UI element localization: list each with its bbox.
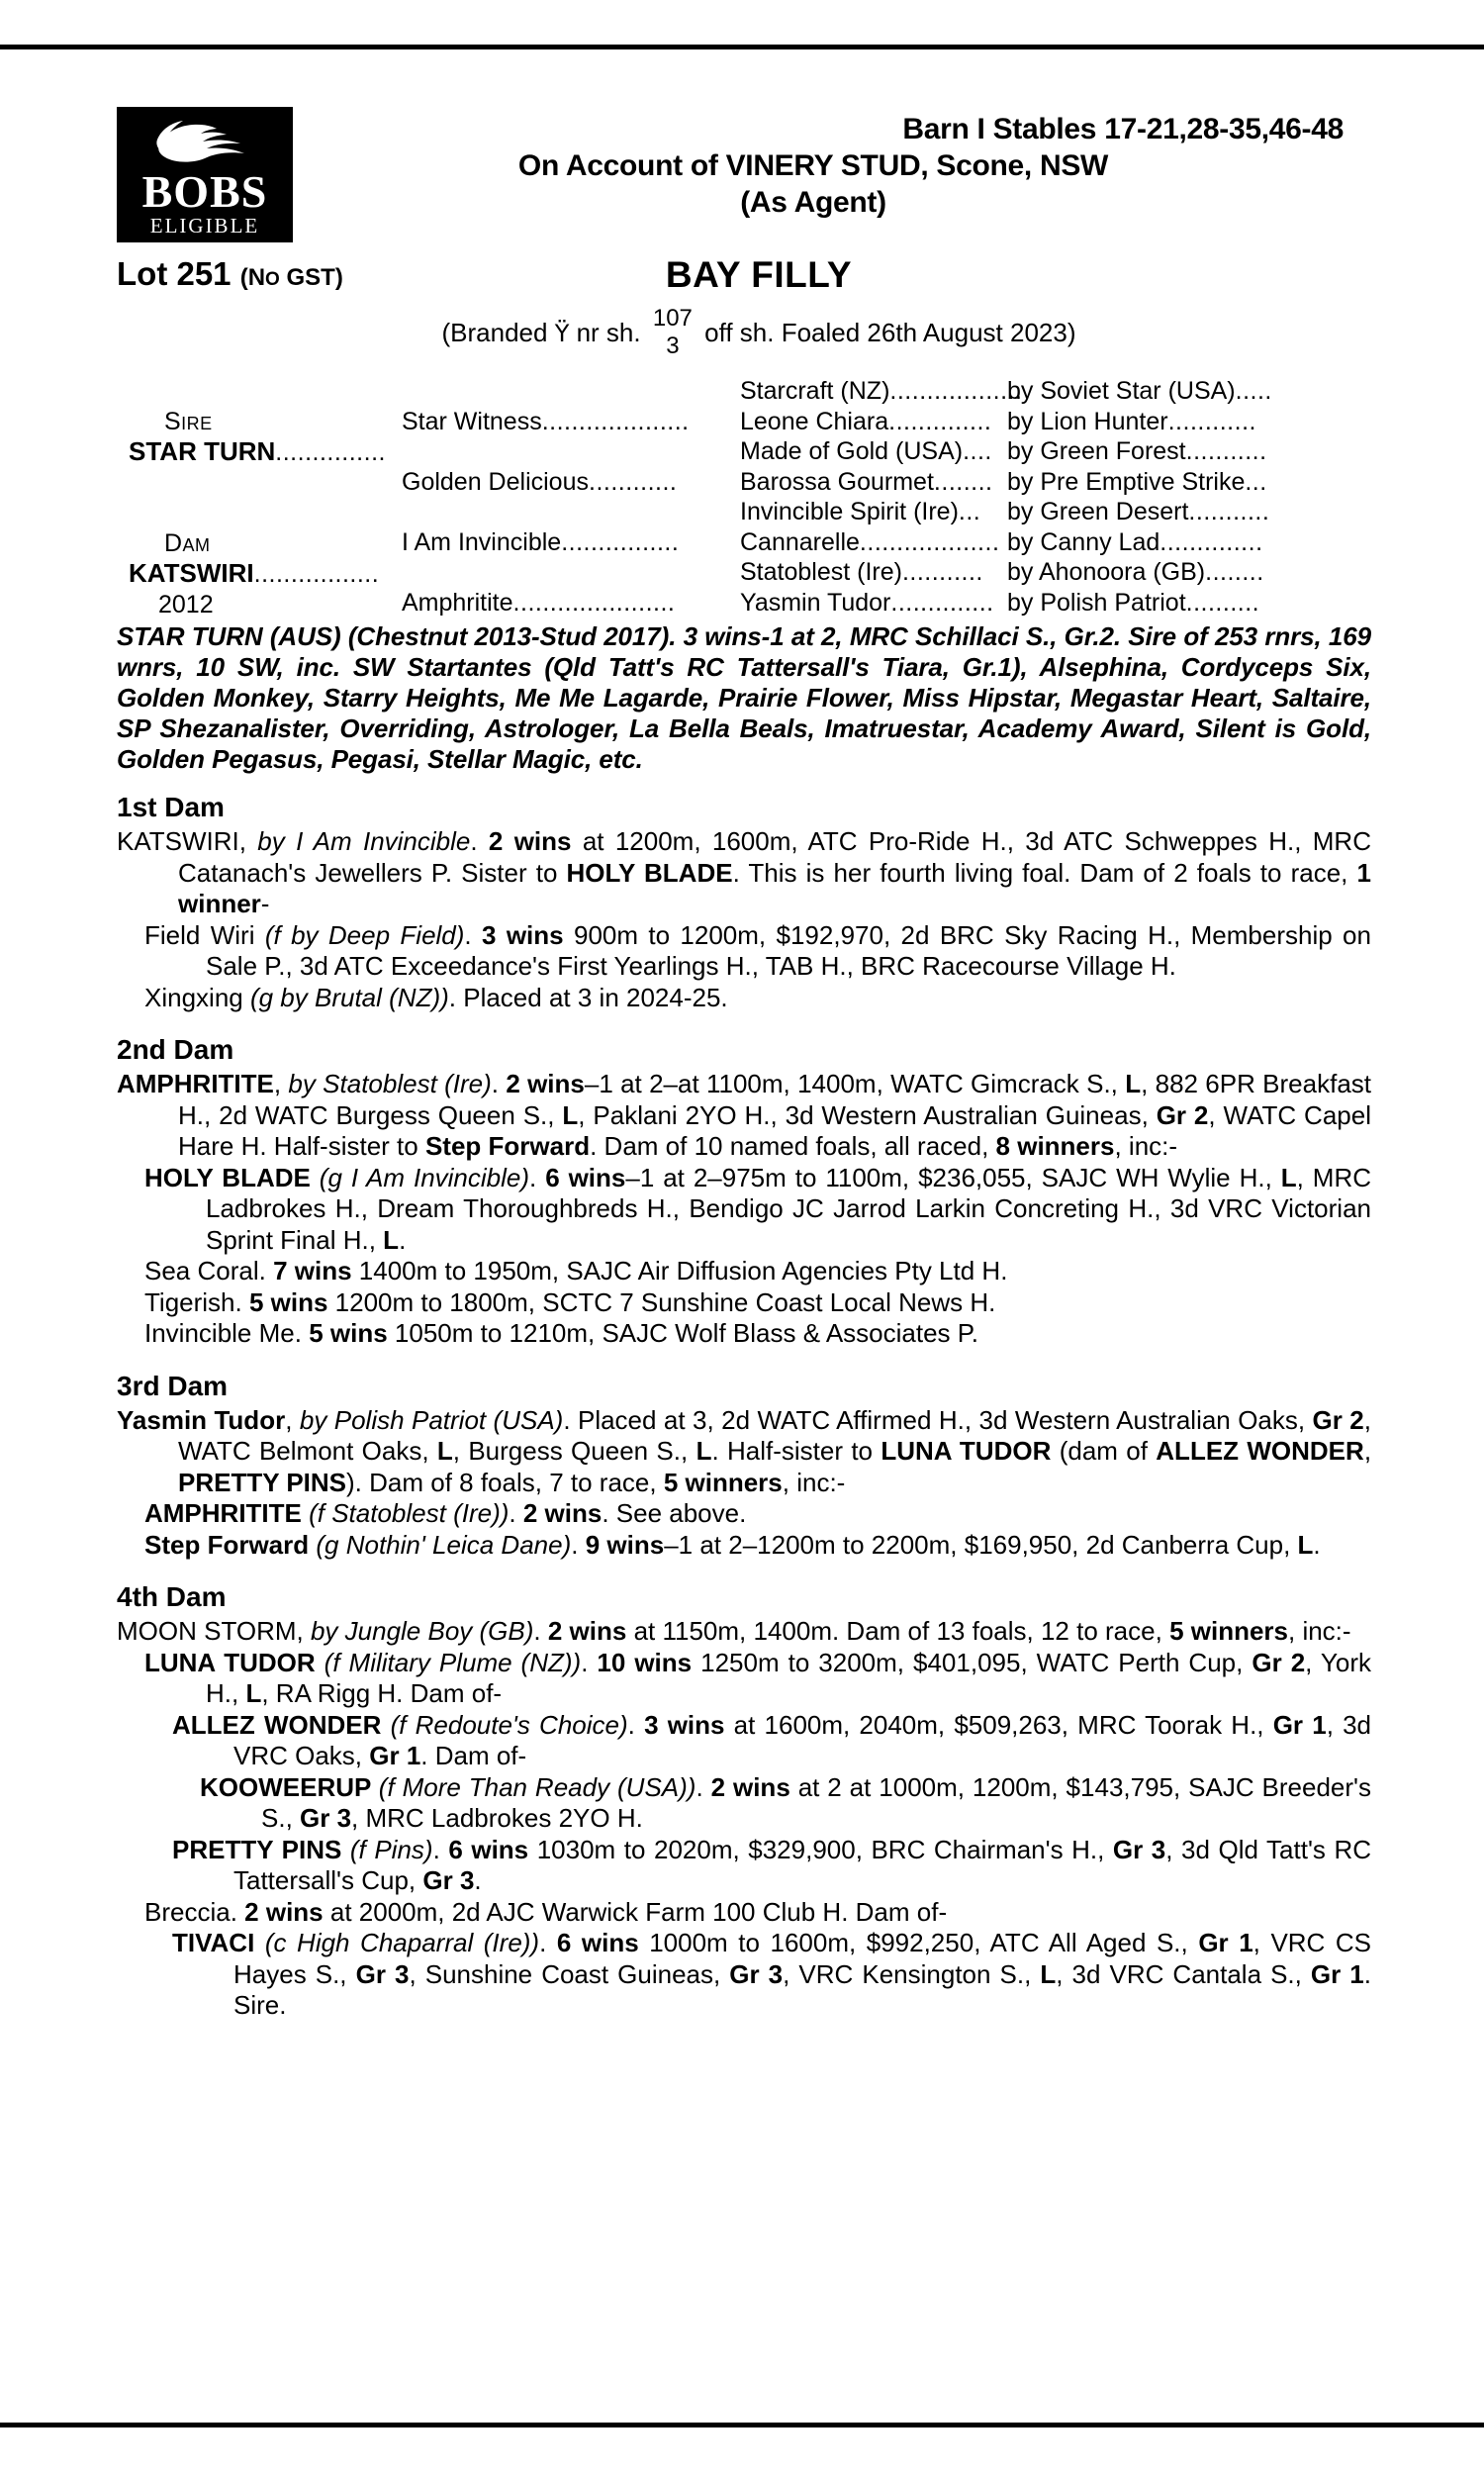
dam-heading: 2nd Dam bbox=[117, 1034, 234, 1065]
entry-text: . bbox=[529, 1162, 546, 1192]
entry-text: Invincible Me. bbox=[144, 1318, 310, 1348]
entry-text: , 3d VRC Cantala S., bbox=[1056, 1958, 1311, 1989]
sire-line-name: by Ahonoora (GB) bbox=[1007, 558, 1206, 586]
entry-text: –1 at 2–at 1100m, 1400m, WATC Gimcrack S., bbox=[584, 1069, 1126, 1098]
bottom-divider-rule bbox=[0, 2423, 1484, 2427]
entry-text: , Burgess Queen S., bbox=[452, 1436, 696, 1466]
dam-title-label: Dam bbox=[164, 528, 211, 557]
sire-line-row bbox=[1007, 557, 1373, 588]
brand-near-side: nr sh. bbox=[576, 317, 641, 347]
entry-text: , WATC Belmont Oaks, bbox=[178, 1404, 1371, 1466]
grandparent-name: Amphritite bbox=[402, 588, 513, 617]
top-divider-rule bbox=[0, 45, 1484, 49]
entry-text: , 3d Qld Tatt's RC Tattersall's Cup, bbox=[233, 1834, 1372, 1895]
pedigree-entry bbox=[117, 1648, 1371, 1710]
pedigree-table bbox=[117, 376, 1371, 618]
dam-name: KATSWIRI bbox=[129, 558, 254, 588]
entry-parentage: (f by Deep Field) bbox=[264, 919, 465, 950]
great-grandparent-dots: ........... bbox=[901, 558, 983, 586]
sire-line-dots: ............ bbox=[1167, 407, 1256, 435]
entry-text: . This is her fourth living foal. Dam of 2 foals to race, bbox=[732, 857, 1357, 888]
pedigree-entry bbox=[117, 1710, 1371, 1772]
pedigree-entry bbox=[117, 1928, 1371, 2022]
entry-text: . bbox=[470, 826, 489, 856]
entry-text: . bbox=[1313, 1529, 1321, 1560]
entry-parentage: (f Military Plume (NZ)) bbox=[324, 1647, 582, 1677]
great-grandparent-name: Starcraft (NZ) bbox=[740, 377, 890, 405]
great-grandparent-row bbox=[740, 497, 1017, 527]
entry-text: , RA Rigg H. Dam of- bbox=[261, 1678, 503, 1708]
entry-emphasis: L bbox=[383, 1224, 400, 1255]
entry-emphasis: L bbox=[1280, 1162, 1297, 1192]
pedigree-entry bbox=[117, 1069, 1371, 1163]
entry-text: 900m to 1200m, $192,970, 2d BRC Sky Racing H., Membership on Sale P., 3d ATC Exceedance's First Yearlings H., TAB H., BRC Racecourse Village H. bbox=[206, 919, 1371, 981]
entry-text: , VRC Kensington S., bbox=[783, 1958, 1041, 1989]
entry-text: , inc:- bbox=[1114, 1131, 1178, 1161]
as-agent-line: (As Agent) bbox=[740, 186, 886, 219]
grandparent-row bbox=[402, 467, 728, 498]
entry-emphasis: Yasmin Tudor bbox=[117, 1404, 286, 1435]
entry-emphasis: 3 wins bbox=[644, 1709, 725, 1740]
grandparent-dots: ................ bbox=[561, 527, 680, 556]
entry-text: . bbox=[509, 1498, 523, 1528]
entry-emphasis: Gr 1 bbox=[1272, 1709, 1327, 1740]
pedigree-entry bbox=[117, 1287, 1371, 1319]
entry-emphasis: Gr 2 bbox=[1252, 1647, 1306, 1677]
bobs-logo-subtitle: ELIGIBLE bbox=[149, 214, 260, 238]
sire-line-row bbox=[1007, 436, 1373, 467]
entry-emphasis: LUNA TUDOR bbox=[144, 1647, 325, 1677]
entry-emphasis: Step Forward bbox=[144, 1529, 317, 1560]
entry-text: , inc:- bbox=[782, 1467, 846, 1497]
sire-line-dots: ........... bbox=[1185, 437, 1267, 465]
grandparent-dots: .................... bbox=[541, 407, 690, 435]
great-grandparent-dots: ................... bbox=[859, 527, 1000, 556]
entry-text: . Half-sister to bbox=[711, 1436, 881, 1466]
header-text-lines bbox=[305, 89, 1371, 221]
sire-name-row bbox=[129, 436, 406, 468]
great-grandparent-name: Statoblest (Ire) bbox=[740, 558, 902, 586]
entry-text: . bbox=[474, 1865, 482, 1895]
sire-line-name: by Lion Hunter bbox=[1007, 407, 1168, 435]
entry-emphasis: L bbox=[562, 1099, 579, 1130]
entry-text: , inc:- bbox=[1288, 1616, 1351, 1646]
entry-emphasis: Gr 2 bbox=[1156, 1099, 1209, 1130]
brand-off-side-and-foaled: off sh. Foaled 26th August 2023) bbox=[704, 317, 1076, 347]
entry-text: . bbox=[539, 1928, 557, 1957]
pedigree-entry bbox=[117, 1616, 1371, 1648]
pedigree-entry bbox=[117, 1256, 1371, 1287]
dam-year: 2012 bbox=[158, 590, 214, 618]
entry-emphasis: Gr 2 bbox=[1312, 1404, 1364, 1435]
entry-emphasis: 2 wins bbox=[506, 1069, 585, 1098]
entry-emphasis: 2 wins bbox=[244, 1896, 324, 1927]
pedigree-entry bbox=[117, 1163, 1371, 1257]
entry-emphasis: TIVACI bbox=[172, 1928, 265, 1957]
entry-text: KATSWIRI, bbox=[117, 826, 258, 856]
entry-emphasis: Gr 3 bbox=[355, 1958, 410, 1989]
entry-text: 1200m to 1800m, SCTC 7 Sunshine Coast Local News H. bbox=[327, 1286, 996, 1317]
entry-emphasis: 3 wins bbox=[482, 919, 564, 950]
grandparent-row bbox=[402, 527, 728, 558]
entry-text: . Dam of- bbox=[420, 1741, 527, 1770]
entry-parentage: (g I Am Invincible) bbox=[319, 1162, 530, 1192]
grandparent-dots: ............ bbox=[589, 467, 678, 496]
entry-emphasis: Gr 1 bbox=[1310, 1958, 1364, 1989]
sire-line-name: by Pre Emptive Strike bbox=[1007, 467, 1246, 496]
barn-stables-line: Barn I Stables 17-21,28-35,46-48 bbox=[902, 113, 1344, 145]
page-content bbox=[117, 89, 1371, 2022]
entry-emphasis: L bbox=[1125, 1069, 1142, 1098]
entry-text: , MRC Ladbrokes H., Dream Thoroughbreds H., Bendigo JC Jarrod Larkin Concreting H., 3d VRC Victorian Sprint Final H., bbox=[206, 1162, 1371, 1255]
brand-mark-icon: Ϋ bbox=[554, 319, 570, 347]
sire-line-dots: ........... bbox=[1188, 498, 1270, 525]
entry-emphasis: 5 wins bbox=[248, 1286, 328, 1317]
entry-text: , Sunshine Coast Guineas, bbox=[409, 1958, 730, 1989]
sire-line-name: by Polish Patriot bbox=[1007, 588, 1186, 617]
entry-emphasis: L bbox=[436, 1436, 453, 1466]
entry-text: , 3d VRC Oaks, bbox=[233, 1709, 1372, 1770]
entry-emphasis: 1 winner bbox=[178, 857, 1371, 918]
great-grandparent-dots: .............. bbox=[888, 407, 992, 435]
sire-line-row bbox=[1007, 497, 1373, 527]
entry-text: at 1150m, 1400m. Dam of 13 foals, 12 to race, bbox=[626, 1616, 1170, 1646]
sire-line-row bbox=[1007, 376, 1373, 407]
entry-text: 1030m to 2020m, $329,900, BRC Chairman's H., bbox=[528, 1834, 1113, 1864]
entry-parentage: by Jungle Boy (GB) bbox=[310, 1616, 534, 1646]
entry-parentage: (g Nothin' Leica Dane) bbox=[316, 1529, 572, 1560]
sire-title-label: Sire bbox=[164, 407, 213, 435]
dam-dots: ................. bbox=[253, 560, 380, 588]
entry-emphasis: Gr 3 bbox=[1112, 1834, 1166, 1864]
entry-text: . bbox=[432, 1834, 449, 1864]
entry-text: 1050m to 1210m, SAJC Wolf Blass & Associates P. bbox=[387, 1318, 978, 1348]
entry-text: , bbox=[1363, 1436, 1372, 1466]
great-grandparent-row bbox=[740, 557, 1017, 588]
sire-line-dots: .............. bbox=[1159, 527, 1263, 556]
sire-line-dots: ........ bbox=[1205, 558, 1264, 586]
entry-emphasis: HOLY BLADE bbox=[566, 857, 733, 888]
entry-parentage: (f Pins) bbox=[349, 1834, 433, 1864]
entry-emphasis: L bbox=[696, 1436, 712, 1466]
great-grandparent-name: Leone Chiara bbox=[740, 407, 889, 435]
no-gst-note: (NO GST) bbox=[239, 264, 343, 291]
grandparent-dots: ...................... bbox=[512, 588, 676, 617]
entry-text: - bbox=[260, 889, 270, 918]
entry-emphasis: KOOWEERUP bbox=[200, 1771, 379, 1802]
entry-emphasis: PRETTY PINS bbox=[172, 1834, 350, 1864]
great-grandparent-name: Barossa Gourmet bbox=[740, 467, 934, 496]
pedigree-entry bbox=[117, 1772, 1371, 1835]
entry-text: . Dam of 10 named foals, all raced, bbox=[590, 1131, 996, 1161]
pedigree-entry bbox=[117, 1835, 1371, 1897]
entry-text: . Placed at 3, 2d WATC Affirmed H., 3d Western Australian Oaks, bbox=[563, 1404, 1313, 1435]
entry-text: , bbox=[273, 1069, 289, 1098]
entry-emphasis: L bbox=[1297, 1529, 1314, 1560]
pedigree-col-parents bbox=[129, 376, 406, 619]
pedigree-entry bbox=[117, 983, 1371, 1014]
entry-emphasis: AMPHRITITE bbox=[117, 1069, 274, 1098]
entry-emphasis: HOLY BLADE bbox=[144, 1162, 320, 1192]
entry-parentage: (f Statoblest (Ire)) bbox=[309, 1498, 510, 1528]
entry-text: Tigerish. bbox=[144, 1286, 249, 1317]
dam-heading: 1st Dam bbox=[117, 792, 225, 822]
pedigree-entry bbox=[117, 1498, 1371, 1530]
entry-text: 1250m to 3200m, $401,095, WATC Perth Cup, bbox=[692, 1647, 1252, 1677]
pedigree-entry bbox=[117, 1897, 1371, 1929]
entry-parentage: (c High Chaparral (Ire)) bbox=[264, 1928, 540, 1957]
entry-text: –1 at 2–1200m to 2200m, $169,950, 2d Canberra Cup, bbox=[664, 1529, 1298, 1560]
entry-text: 1000m to 1600m, $992,250, ATC All Aged S., bbox=[638, 1928, 1199, 1957]
sire-line-row bbox=[1007, 588, 1373, 618]
entry-text: , WATC Capel Hare H. Half-sister to bbox=[178, 1099, 1371, 1161]
dam-heading: 4th Dam bbox=[117, 1581, 227, 1612]
sire-line-row bbox=[1007, 527, 1373, 558]
sire-line-dots: ..... bbox=[1235, 377, 1272, 405]
great-grandparent-dots: .... bbox=[963, 437, 992, 465]
brand-prefix: (Branded bbox=[441, 317, 548, 347]
entry-text: . bbox=[533, 1616, 548, 1646]
pedigree-col-grandparents bbox=[402, 376, 728, 618]
entry-text: . See above. bbox=[602, 1498, 747, 1528]
entry-parentage: by Polish Patriot (USA) bbox=[299, 1404, 564, 1435]
sire-performance-blurb: STAR TURN (AUS) (Chestnut 2013-Stud 2017). 3 wins-1 at 2, MRC Schillaci S., Gr.2. Sire of 253 rnrs, 169 wnrs, 10 SW, inc. SW Startantes (Qld Tatt's RC Tattersall's Tiara, Gr.1), Alsephina, Cordyceps Six, Golden Monkey, Starry Heights, Me Me Lagarde, Prairie Flower, Miss Hipstar, Megastar Heart, Saltaire, SP Shezanalister, Overriding, Astrologer, La Bella Beals, Imatruestar, Academy Award, Silent is Gold, Golden Pegasus, Pegasi, Stellar Magic, etc. bbox=[117, 621, 1371, 774]
sire-line-name: by Canny Lad bbox=[1007, 527, 1160, 556]
sire-name: STAR TURN bbox=[129, 436, 276, 466]
entry-text: . Sire. bbox=[233, 1958, 1372, 2020]
sire-dots: ............... bbox=[275, 438, 386, 466]
entry-emphasis: Gr 1 bbox=[369, 1741, 421, 1770]
bobs-logo-word: BOBS bbox=[141, 166, 268, 217]
entry-emphasis: 5 winners bbox=[1169, 1616, 1288, 1646]
great-grandparent-row bbox=[740, 436, 1017, 467]
entry-emphasis: 10 wins bbox=[597, 1647, 693, 1677]
entry-emphasis: 6 wins bbox=[545, 1162, 626, 1192]
pedigree-entry bbox=[117, 1530, 1371, 1562]
lot-number: Lot 251 bbox=[117, 255, 232, 292]
entry-emphasis: Gr 3 bbox=[300, 1803, 352, 1833]
entry-text: . bbox=[627, 1709, 645, 1740]
entry-emphasis: L bbox=[1040, 1958, 1057, 1989]
dam-heading: 3rd Dam bbox=[117, 1370, 229, 1401]
entry-text: . bbox=[399, 1224, 407, 1255]
entry-emphasis: AMPHRITITE bbox=[144, 1498, 310, 1528]
pedigree-entry bbox=[117, 1405, 1371, 1499]
great-grandparent-dots: .............. bbox=[890, 588, 994, 617]
pedigree-col-sire-lines bbox=[1007, 376, 1373, 618]
entry-text: , MRC Ladbrokes 2YO H. bbox=[351, 1803, 643, 1833]
great-grandparent-name: Made of Gold (USA) bbox=[740, 437, 964, 465]
lot-number-label bbox=[117, 253, 343, 301]
entry-emphasis: ALLEZ WONDER bbox=[1156, 1436, 1364, 1466]
entry-text: . bbox=[464, 919, 483, 950]
entry-text: . bbox=[491, 1069, 507, 1098]
pedigree-entry bbox=[117, 920, 1371, 983]
entry-emphasis: 7 wins bbox=[273, 1256, 352, 1285]
entry-text: . bbox=[581, 1647, 598, 1677]
bobs-horse-swoosh-icon bbox=[145, 120, 264, 165]
branding-line bbox=[117, 305, 1371, 360]
sire-line-name: by Green Desert bbox=[1007, 498, 1189, 525]
entry-text: at 1200m, 1600m, ATC Pro-Ride H., 3d ATC Schweppes H., MRC Catanach's Jewellers P. Sister to bbox=[178, 826, 1371, 888]
entry-parentage: (f More Than Ready (USA)) bbox=[378, 1771, 696, 1802]
entry-emphasis: L bbox=[245, 1678, 262, 1708]
entry-text: , bbox=[285, 1404, 300, 1435]
entry-emphasis: 6 wins bbox=[556, 1928, 639, 1957]
entry-emphasis: 8 winners bbox=[995, 1131, 1115, 1161]
great-grandparent-row bbox=[740, 407, 1017, 437]
sire-line-row bbox=[1007, 467, 1373, 498]
entry-emphasis: 2 wins bbox=[710, 1771, 790, 1802]
on-account-of-line: On Account of VINERY STUD, Scone, NSW bbox=[517, 149, 1109, 182]
sire-line-dots: ... bbox=[1245, 467, 1267, 496]
entry-text: , York H., bbox=[206, 1647, 1371, 1708]
entry-emphasis: Gr 3 bbox=[729, 1958, 784, 1989]
great-grandparent-name: Invincible Spirit (Ire) bbox=[740, 498, 959, 525]
pedigree-col-great-grandparents bbox=[740, 376, 1023, 618]
entry-text: MOON STORM, bbox=[117, 1616, 311, 1646]
entry-emphasis: Gr 1 bbox=[1198, 1928, 1253, 1957]
header-block bbox=[117, 89, 1371, 247]
great-grandparent-dots: ........ bbox=[933, 467, 993, 496]
sire-line-row bbox=[1007, 407, 1373, 437]
entry-text: (dam of bbox=[1051, 1436, 1157, 1466]
great-grandparent-name: Cannarelle bbox=[740, 527, 860, 556]
great-grandparent-row bbox=[740, 588, 1017, 618]
grandparent-name: Star Witness bbox=[402, 407, 542, 435]
dam-sections-container bbox=[117, 789, 1371, 2022]
sire-line-dots: .......... bbox=[1185, 588, 1260, 617]
grandparent-row bbox=[402, 407, 728, 437]
entry-text: at 2 at 1000m, 1200m, $143,795, SAJC Breeder's S., bbox=[261, 1771, 1371, 1833]
entry-text: , 882 6PR Breakfast H., 2d WATC Burgess Queen S., bbox=[178, 1069, 1371, 1130]
entry-emphasis: 5 winners bbox=[663, 1467, 783, 1497]
great-grandparent-row bbox=[740, 376, 1023, 407]
sire-line-name: by Green Forest bbox=[1007, 437, 1186, 465]
great-grandparent-row bbox=[740, 527, 1017, 558]
entry-text: , Paklani 2YO H., 3d Western Australian Guineas, bbox=[578, 1099, 1157, 1130]
grandparent-name: Golden Delicious bbox=[402, 467, 589, 496]
entry-text: ). Dam of 8 foals, 7 to race, bbox=[346, 1467, 664, 1497]
entry-emphasis: 9 wins bbox=[585, 1529, 665, 1560]
sire-line-name: by Soviet Star (USA) bbox=[1007, 377, 1236, 405]
entry-parentage: (g by Brutal (NZ)) bbox=[249, 982, 449, 1012]
pedigree-entry bbox=[117, 826, 1371, 920]
entry-emphasis: ALLEZ WONDER bbox=[172, 1709, 391, 1740]
entry-text: Breccia. bbox=[144, 1896, 245, 1927]
lot-title-row bbox=[117, 253, 1371, 305]
entry-emphasis: LUNA TUDOR bbox=[881, 1436, 1052, 1466]
brand-fraction bbox=[653, 307, 693, 358]
great-grandparent-dots: .................. bbox=[889, 377, 1023, 405]
pedigree-entry bbox=[117, 1318, 1371, 1350]
entry-emphasis: 6 wins bbox=[448, 1834, 529, 1864]
entry-text: Sea Coral. bbox=[144, 1256, 274, 1285]
entry-text: . Placed at 3 in 2024-25. bbox=[448, 982, 728, 1012]
grandparent-row bbox=[402, 588, 728, 618]
entry-text: , VRC CS Hayes S., bbox=[233, 1928, 1371, 1989]
entry-emphasis: 5 wins bbox=[309, 1318, 388, 1348]
entry-emphasis: Step Forward bbox=[424, 1131, 591, 1161]
entry-parentage: (f Redoute's Choice) bbox=[390, 1709, 628, 1740]
entry-emphasis: 2 wins bbox=[547, 1616, 627, 1646]
brand-fraction-denominator: 3 bbox=[666, 333, 680, 359]
entry-emphasis: 2 wins bbox=[522, 1498, 603, 1528]
entry-text: . bbox=[571, 1529, 586, 1560]
entry-text: at 1600m, 2040m, $509,263, MRC Toorak H., bbox=[724, 1709, 1273, 1740]
entry-text: Xingxing bbox=[144, 982, 250, 1012]
entry-parentage: by Statoblest (Ire) bbox=[288, 1069, 492, 1098]
entry-text: at 2000m, 2d AJC Warwick Farm 100 Club H. Dam of- bbox=[323, 1896, 948, 1927]
great-grandparent-name: Yasmin Tudor bbox=[740, 588, 891, 617]
great-grandparent-row bbox=[740, 467, 1017, 498]
entry-emphasis: PRETTY PINS bbox=[178, 1467, 347, 1497]
entry-text: 1400m to 1950m, SAJC Air Diffusion Agencies Pty Ltd H. bbox=[351, 1256, 1008, 1285]
dam-name-row bbox=[129, 558, 406, 590]
entry-text: Field Wiri bbox=[144, 919, 265, 950]
entry-text: –1 at 2–975m to 1100m, $236,055, SAJC WH Wylie H., bbox=[625, 1162, 1281, 1192]
great-grandparent-dots: ... bbox=[958, 498, 981, 525]
entry-text: . bbox=[696, 1771, 711, 1802]
page-title: BAY FILLY bbox=[665, 254, 853, 295]
bobs-eligible-logo bbox=[117, 107, 293, 242]
brand-fraction-numerator: 107 bbox=[652, 305, 693, 332]
entry-emphasis: Gr 3 bbox=[422, 1865, 475, 1895]
entry-emphasis: 2 wins bbox=[488, 826, 572, 856]
entry-parentage: by I Am Invincible bbox=[257, 826, 471, 856]
grandparent-name: I Am Invincible bbox=[402, 527, 562, 556]
